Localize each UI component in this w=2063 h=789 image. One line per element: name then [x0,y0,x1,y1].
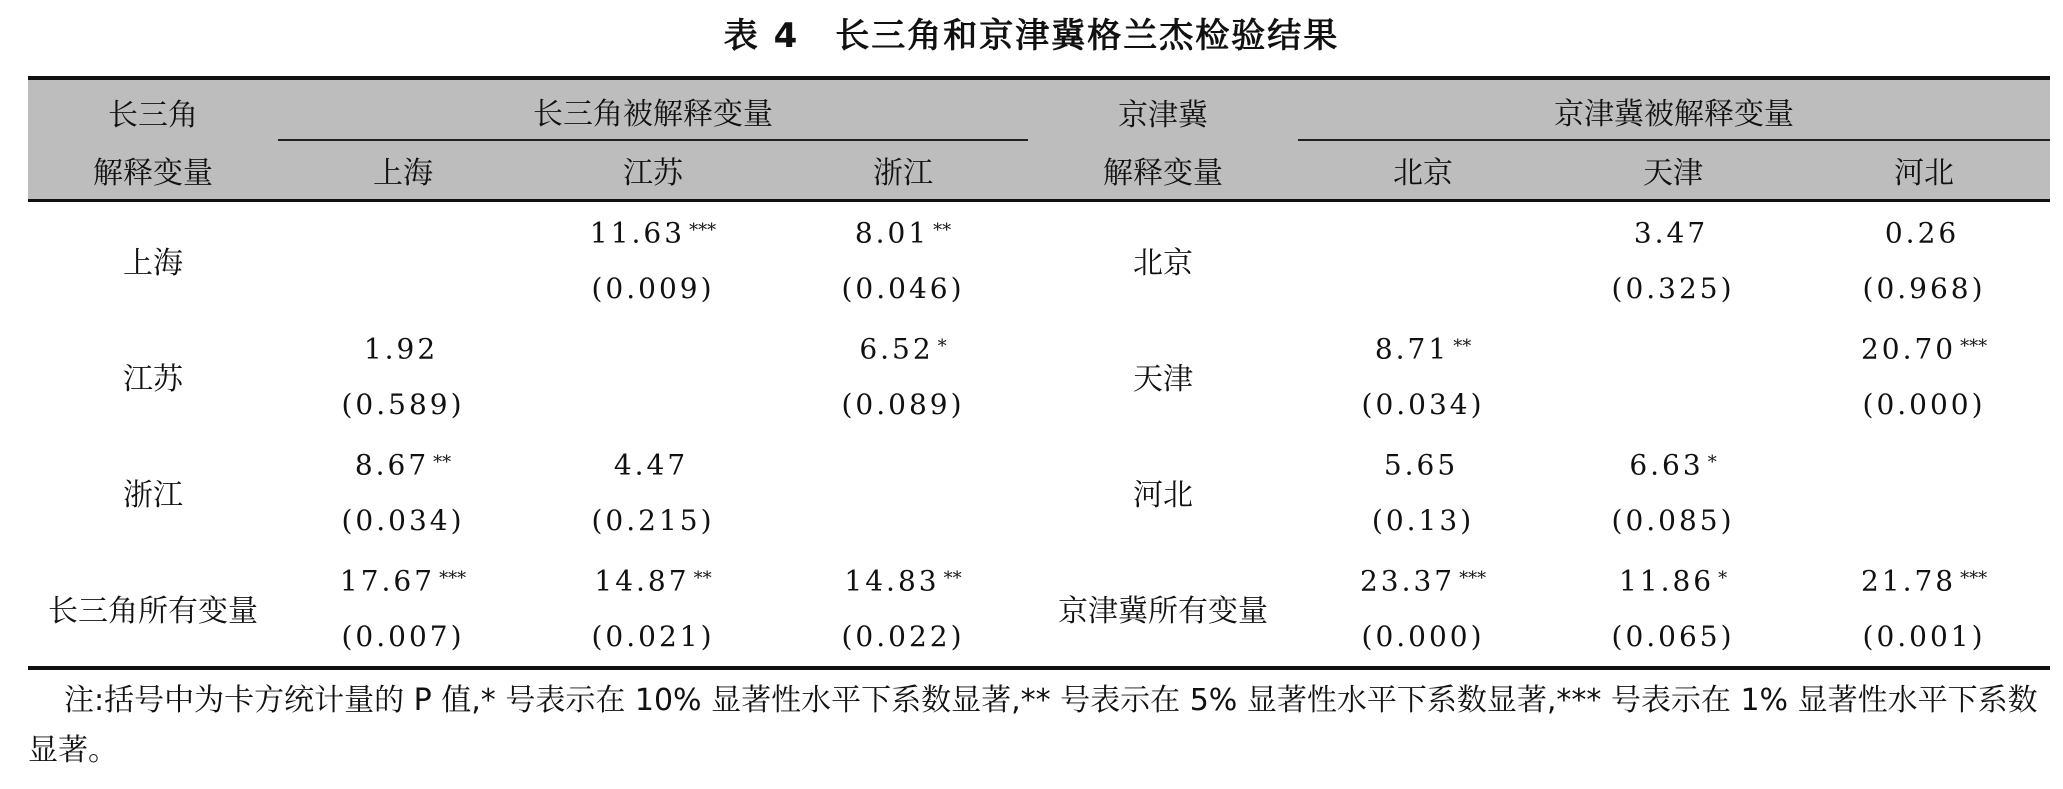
chi-square-value: 20.70 [1860,332,1957,366]
yrd-cell [528,201,778,319]
stat-line [590,205,716,263]
stat-line [1612,437,1735,495]
stat-line [1863,205,1986,263]
significance-stars: *** [1459,567,1487,589]
yrd-row-label: 长三角所有变量 [48,594,258,629]
cell-content [1612,437,1735,547]
chi-square-value: 21.78 [1860,564,1957,598]
stat-line [842,553,965,611]
yrd-cell [278,318,528,434]
chi-square-value: 5.65 [1383,448,1459,482]
stat-line [341,437,464,495]
cell-content [341,437,464,547]
stat-line [1421,231,1425,289]
p-value: (0.13) [1371,504,1475,538]
chi-square-value: 8.71 [1374,332,1450,366]
significance-stars: *** [689,219,717,241]
jjj-row-label: 京津冀所有变量 [1058,594,1269,629]
stat-line [1612,553,1735,611]
p-value: (0.007) [341,620,465,654]
chi-square-value: 6.52 [859,332,934,366]
p-value: (0.000) [1361,620,1485,654]
yrd-explain-header-l2: 解释变量 [28,140,278,201]
granger-table [28,76,2050,670]
stat-line [901,463,905,521]
jjj-cell [1548,201,1798,319]
stat-line [1671,347,1675,405]
significance-stars: * [937,335,947,357]
cell-content [1612,205,1735,315]
stat-line [1861,553,1987,611]
chi-square-value: 14.83 [844,564,940,598]
yrd-cell [528,318,778,434]
stat-line [842,321,965,379]
jjj-cell [1798,201,2050,319]
cell-content [1362,321,1485,431]
stat-line [842,205,965,263]
yrd-row-label: 上海 [123,246,183,281]
cell-content [842,205,965,315]
cell-content [1861,321,1987,431]
jjj-group-header: 京津冀被解释变量 [1298,78,2050,140]
significance-stars: ** [693,567,712,589]
stat-line [591,437,714,495]
jjj-cell [1548,318,1798,434]
granger-table-container [28,76,2050,670]
jjj-explain-header-l2: 解释变量 [1028,140,1298,201]
cell-content [1861,553,1987,663]
jjj-cell [1298,201,1548,319]
jjj-row-label: 北京 [1133,246,1194,281]
jjj-row-label: 天津 [1133,362,1194,397]
header-row-2 [28,140,2050,201]
stat-line [1922,463,1926,521]
chi-square-value: 4.47 [613,448,689,482]
yrd-cell [528,434,778,550]
chi-square-value: 8.01 [854,216,930,250]
significance-stars: * [1707,451,1717,473]
chi-square-value: 3.47 [1633,216,1709,250]
cell-content [401,231,405,289]
chi-square-value: 0.26 [1884,216,1960,250]
stat-line [1360,553,1486,611]
cell-content [591,553,714,663]
table-row [28,318,2050,434]
cell-content [1671,347,1675,405]
stat-line [591,553,714,611]
yrd-cell [278,201,528,319]
p-value: (0.022) [841,620,965,654]
col-header-tianjin: 天津 [1548,140,1798,201]
jjj-cell [1298,434,1548,550]
yrd-cell [778,434,1028,550]
cell-content [1421,231,1425,289]
table-body [28,201,2050,669]
header-row-1 [28,78,2050,140]
chi-square-value: 17.67 [339,564,436,598]
cell-content [1863,205,1986,315]
yrd-cell [278,434,528,550]
jjj-row-label: 河北 [1133,478,1194,513]
p-value: (0.000) [1862,388,1986,422]
col-header-beijing: 北京 [1298,140,1548,201]
yrd-cell [778,201,1028,319]
p-value: (0.046) [841,272,965,306]
yrd-row-label: 浙江 [123,478,183,513]
chi-square-value: 6.63 [1629,448,1704,482]
p-value: (0.021) [591,620,715,654]
cell-content [1372,437,1474,547]
cell-content [842,321,965,431]
chi-square-value: 11.63 [589,216,686,250]
chi-square-value: 14.87 [594,564,690,598]
significance-stars: ** [433,451,452,473]
jjj-explain-header-l1: 京津冀 [1028,78,1298,140]
chi-square-value: 1.92 [363,332,439,366]
significance-stars: *** [439,567,467,589]
cell-content [901,463,905,521]
yrd-cell [278,550,528,668]
yrd-cell [528,550,778,668]
significance-stars: ** [1453,335,1472,357]
p-value: (0.001) [1862,620,1986,654]
cell-content [341,321,464,431]
stat-line [1612,205,1735,263]
stat-line [340,553,466,611]
jjj-cell [1548,550,1798,668]
cell-content [651,347,655,405]
significance-stars: *** [1960,335,1988,357]
cell-content [591,437,714,547]
stat-line [1362,321,1485,379]
cell-content [1922,463,1926,521]
significance-stars: * [1718,567,1728,589]
p-value: (0.215) [591,504,715,538]
jjj-cell [1298,550,1548,668]
cell-content [590,205,716,315]
significance-stars: *** [1960,567,1988,589]
stat-line [401,231,405,289]
stat-line [341,321,464,379]
p-value: (0.968) [1862,272,1986,306]
cell-content [340,553,466,663]
cell-content [1612,553,1735,663]
yrd-cell [778,318,1028,434]
jjj-cell [1298,318,1548,434]
stat-line [1861,321,1987,379]
cell-content [1360,553,1486,663]
table-note: 注:括号中为卡方统计量的 P 值,* 号表示在 10% 显著性水平下系数显著,** 号表示在 5% 显著性水平下系数显著,*** 号表示在 1% 显著性水平下系数显著。 [28,683,2038,768]
yrd-cell [778,550,1028,668]
chi-square-value: 8.67 [354,448,430,482]
p-value: (0.034) [1361,388,1485,422]
table-row [28,434,2050,550]
significance-stars: ** [943,567,962,589]
p-value: (0.325) [1611,272,1735,306]
col-header-hebei: 河北 [1798,140,2050,201]
yrd-group-header: 长三角被解释变量 [278,78,1028,140]
p-value: (0.589) [341,388,465,422]
p-value: (0.089) [841,388,965,422]
cell-content [842,553,965,663]
significance-stars: ** [933,219,952,241]
p-value: (0.065) [1611,620,1735,654]
stat-line [651,347,655,405]
stat-line [1372,437,1474,495]
table-row [28,550,2050,668]
yrd-row-label: 江苏 [123,362,183,397]
p-value: (0.085) [1611,504,1735,538]
chi-square-value: 23.37 [1359,564,1456,598]
col-header-zhejiang: 浙江 [778,140,1028,201]
jjj-cell [1798,434,2050,550]
table-title: 表 4 长三角和京津冀格兰杰检验结果 [723,16,1340,56]
table-row [28,201,2050,319]
chi-square-value: 11.86 [1618,564,1715,598]
jjj-cell [1798,550,2050,668]
p-value: (0.009) [591,272,715,306]
p-value: (0.034) [341,504,465,538]
jjj-cell [1548,434,1798,550]
jjj-cell [1798,318,2050,434]
col-header-jiangsu: 江苏 [528,140,778,201]
col-header-shanghai: 上海 [278,140,528,201]
yrd-explain-header-l1: 长三角 [28,78,278,140]
